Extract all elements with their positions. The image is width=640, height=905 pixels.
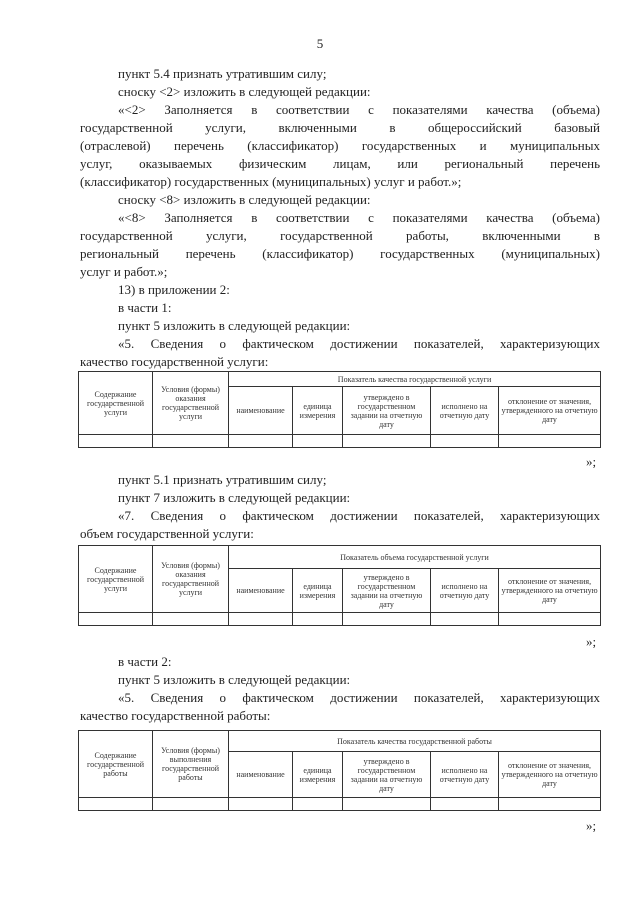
- paragraph-line: сноску <8> изложить в следующей редакции:: [118, 192, 371, 207]
- page-number: 5: [316, 36, 324, 51]
- paragraph-line: пункт 7 изложить в следующей редакции:: [118, 490, 351, 505]
- paragraph-line: «7. Сведения о фактическом достижении показателей, характеризующих: [118, 508, 600, 523]
- paragraph-line: сноску <2> изложить в следующей редакции:: [118, 84, 371, 99]
- paragraph-line: государственной услуги, включенными в общероссийский базовый: [80, 120, 600, 135]
- paragraph-line: услуг, оказываемых физическим лицам, или региональный перечень: [80, 156, 600, 171]
- table-cell: [153, 613, 229, 626]
- table-cell: [293, 798, 343, 811]
- table-cell: [229, 798, 293, 811]
- table-cell: [79, 435, 153, 448]
- paragraph-line: качество государственной услуги:: [80, 354, 269, 369]
- table-cell: [343, 798, 431, 811]
- header-group-cell: Показатель качества государственной услуги: [229, 372, 601, 387]
- header-cell: утверждено в государственном задании на отчетную дату: [343, 569, 431, 613]
- paragraph-line: «5. Сведения о фактическом достижении показателей, характеризующих: [118, 690, 600, 705]
- table-cell: [293, 613, 343, 626]
- paragraph-line: 13) в приложении 2:: [118, 282, 230, 297]
- paragraph-line: региональный перечень (классификатор) государственных (муниципальных): [80, 246, 600, 261]
- paragraph-line: пункт 5 изложить в следующей редакции:: [118, 672, 351, 687]
- header-cell: Условия (формы) выполнения государственной работы: [153, 731, 229, 798]
- header-cell: отклонение от значения, утвержденного на отчетную дату: [499, 752, 601, 798]
- header-cell: наименование: [229, 752, 293, 798]
- paragraph-line: в части 1:: [118, 300, 172, 315]
- table-cell: [431, 613, 499, 626]
- paragraph-line: пункт 5.1 признать утратившим силу;: [118, 472, 327, 487]
- paragraph-line: услуг и работ.»;: [80, 264, 168, 279]
- header-cell: наименование: [229, 569, 293, 613]
- header-cell: утверждено в государственном задании на отчетную дату: [343, 387, 431, 435]
- table-cell: [229, 613, 293, 626]
- header-cell: исполнено на отчетную дату: [431, 569, 499, 613]
- paragraph-line: в части 2:: [118, 654, 172, 669]
- paragraph-line: пункт 5 изложить в следующей редакции:: [118, 318, 351, 333]
- paragraph-line: «<2> Заполняется в соответствии с показателями качества (объема): [118, 102, 600, 117]
- table-cell: [229, 435, 293, 448]
- header-cell: Содержание государственной услуги: [79, 372, 153, 435]
- volume-indicator-table-service: [78, 545, 601, 626]
- table-cell: [343, 613, 431, 626]
- closing-quote: »;: [586, 454, 597, 469]
- table-cell: [293, 435, 343, 448]
- quality-indicator-table-work: [78, 730, 601, 811]
- header-cell: единица измерения: [293, 387, 343, 435]
- table-cell: [343, 435, 431, 448]
- header-cell: наименование: [229, 387, 293, 435]
- paragraph-line: (отраслевой) перечень (классификатор) государственных и муниципальных: [80, 138, 600, 153]
- table-cell: [431, 798, 499, 811]
- header-group-cell: Показатель качества государственной работы: [229, 731, 601, 752]
- table-cell: [499, 613, 601, 626]
- header-cell: Содержание государственной работы: [79, 731, 153, 798]
- closing-quote: »;: [586, 634, 597, 649]
- closing-quote: »;: [586, 818, 597, 833]
- header-cell: Содержание государственной услуги: [79, 546, 153, 613]
- header-cell: единица измерения: [293, 569, 343, 613]
- header-cell: исполнено на отчетную дату: [431, 387, 499, 435]
- paragraph-line: объем государственной услуги:: [80, 526, 254, 541]
- table-cell: [499, 435, 601, 448]
- quality-indicator-table-service: [78, 371, 601, 448]
- table-cell: [153, 798, 229, 811]
- paragraph-line: «5. Сведения о фактическом достижении показателей, характеризующих: [118, 336, 600, 351]
- table-cell: [431, 435, 499, 448]
- paragraph-line: «<8> Заполняется в соответствии с показателями качества (объема): [118, 210, 600, 225]
- paragraph-line: государственной услуги, государственной работы, включенными в: [80, 228, 600, 243]
- header-cell: отклонение от значения, утвержденного на отчетную дату: [499, 387, 601, 435]
- paragraph-line: качество государственной работы:: [80, 708, 271, 723]
- header-cell: Условия (формы) оказания государственной услуги: [153, 372, 229, 435]
- header-cell: Условия (формы) оказания государственной услуги: [153, 546, 229, 613]
- header-cell: утверждено в государственном задании на отчетную дату: [343, 752, 431, 798]
- table-cell: [153, 435, 229, 448]
- paragraph-line: пункт 5.4 признать утратившим силу;: [118, 66, 327, 81]
- table-cell: [79, 613, 153, 626]
- header-group-cell: Показатель объема государственной услуги: [229, 546, 601, 569]
- header-cell: отклонение от значения, утвержденного на отчетную дату: [499, 569, 601, 613]
- table-cell: [79, 798, 153, 811]
- header-cell: исполнено на отчетную дату: [431, 752, 499, 798]
- table-cell: [499, 798, 601, 811]
- header-cell: единица измерения: [293, 752, 343, 798]
- paragraph-line: (классификатор) государственных (муниципальных) услуг и работ.»;: [80, 174, 462, 189]
